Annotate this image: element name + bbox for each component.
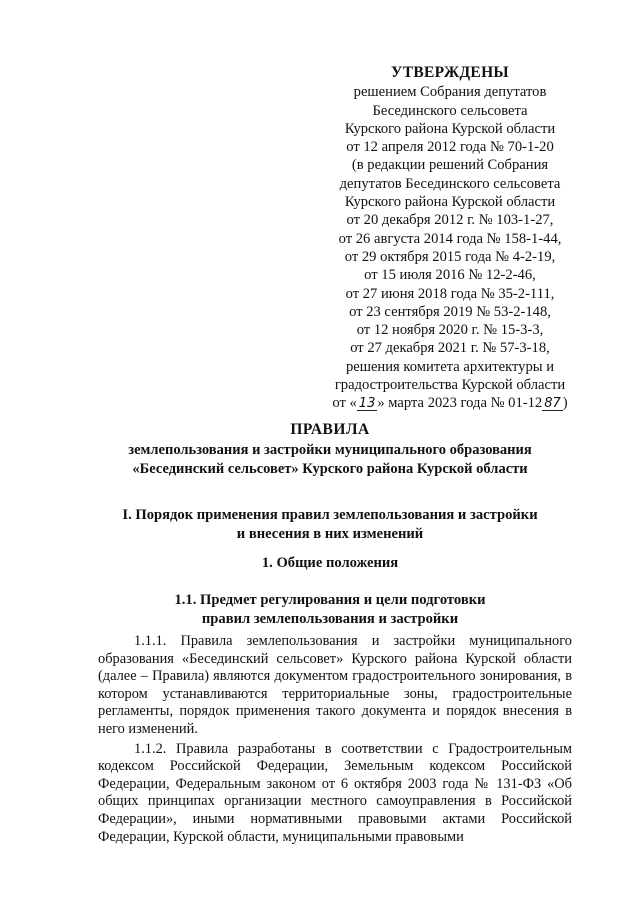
paragraph-1-1-1: 1.1.1. Правила землепользования и застройки муниципального образования «Бесединский сельсовет» Курского района Курской области (далее – Правила) являются документом градостроительного зонирования, в котором устанавливаются территориальные зоны, градостроительные регламенты, порядок применения такого документа и порядок внесения в него изменений. bbox=[98, 633, 572, 737]
handwritten-day: 13 bbox=[358, 396, 376, 412]
rules-subtitle-line-1: землепользования и застройки муниципального образования bbox=[128, 442, 532, 458]
approval-line: Курского района Курской области bbox=[344, 194, 556, 211]
section-heading bbox=[60, 506, 600, 544]
approval-line: от 12 ноября 2020 г. № 15-3-3, bbox=[356, 322, 544, 339]
approval-line: от 15 июля 2016 № 12-2-46, bbox=[364, 267, 536, 284]
chapter-heading: 1. Общие положения bbox=[261, 555, 399, 571]
approval-title: УТВЕРЖДЕНЫ bbox=[391, 64, 509, 81]
approval-line: от 20 декабря 2012 г. № 103-1-27, bbox=[346, 212, 554, 229]
approval-line: от 26 августа 2014 года № 158-1-44, bbox=[338, 230, 562, 247]
approval-line: решения комитета архитектуры и bbox=[345, 358, 555, 375]
approval-line: градостроительства Курской области bbox=[334, 377, 566, 394]
approval-line: решением Собрания депутатов bbox=[353, 84, 547, 101]
section-heading-line-2: и внесения в них изменений bbox=[236, 526, 424, 542]
rules-title-block bbox=[60, 421, 600, 479]
approval-block bbox=[300, 64, 600, 413]
approval-last-line bbox=[300, 394, 600, 412]
approval-last-suffix: ) bbox=[562, 395, 568, 412]
approval-line: от 12 апреля 2012 года № 70-1-20 bbox=[346, 139, 554, 156]
approval-line: от 29 октября 2015 года № 4-2-19, bbox=[344, 248, 556, 265]
approval-line: от 27 июня 2018 года № 35-2-111, bbox=[345, 285, 555, 302]
approval-line: от 23 сентября 2019 № 53-2-148, bbox=[349, 303, 551, 320]
rules-subtitle-line-2: «Бесединский сельсовет» Курского района Курской области bbox=[132, 461, 528, 477]
section-heading-line-1: I. Порядок применения правил землепользования и застройки bbox=[122, 507, 538, 523]
rules-title: ПРАВИЛА bbox=[290, 421, 370, 438]
approval-line: Бесединского сельсовета bbox=[372, 102, 528, 119]
approval-line: Курского района Курской области bbox=[344, 120, 556, 137]
subsection-heading-line-2: правил землепользования и застройки bbox=[201, 611, 459, 627]
approval-last-middle: » марта 2023 года № 01-12 bbox=[377, 395, 543, 412]
approval-line: депутатов Бесединского сельсовета bbox=[339, 175, 561, 192]
approval-last-prefix: от « bbox=[332, 395, 357, 412]
approval-line: от 27 декабря 2021 г. № 57-3-18, bbox=[350, 340, 550, 357]
handwritten-number: 87 bbox=[544, 396, 561, 412]
subsection-heading-line-1: 1.1. Предмет регулирования и цели подготовки bbox=[174, 592, 486, 608]
paragraph-1-1-2: 1.1.2. Правила разработаны в соответствии с Градостроительным кодексом Российской Федерации, Земельным кодексом Российской Федерации, Федеральным законом от 6 октября 2003 года № 131-ФЗ «Об общих принципах организации местного самоуправления в Российской Федерации», иными нормативными правовыми актами Российской Федерации, Курской области, муниципальными правовыми bbox=[98, 740, 572, 845]
subsection-heading bbox=[60, 591, 600, 629]
approval-line: (в редакции решений Собрания bbox=[351, 157, 549, 174]
body-text bbox=[98, 633, 572, 848]
